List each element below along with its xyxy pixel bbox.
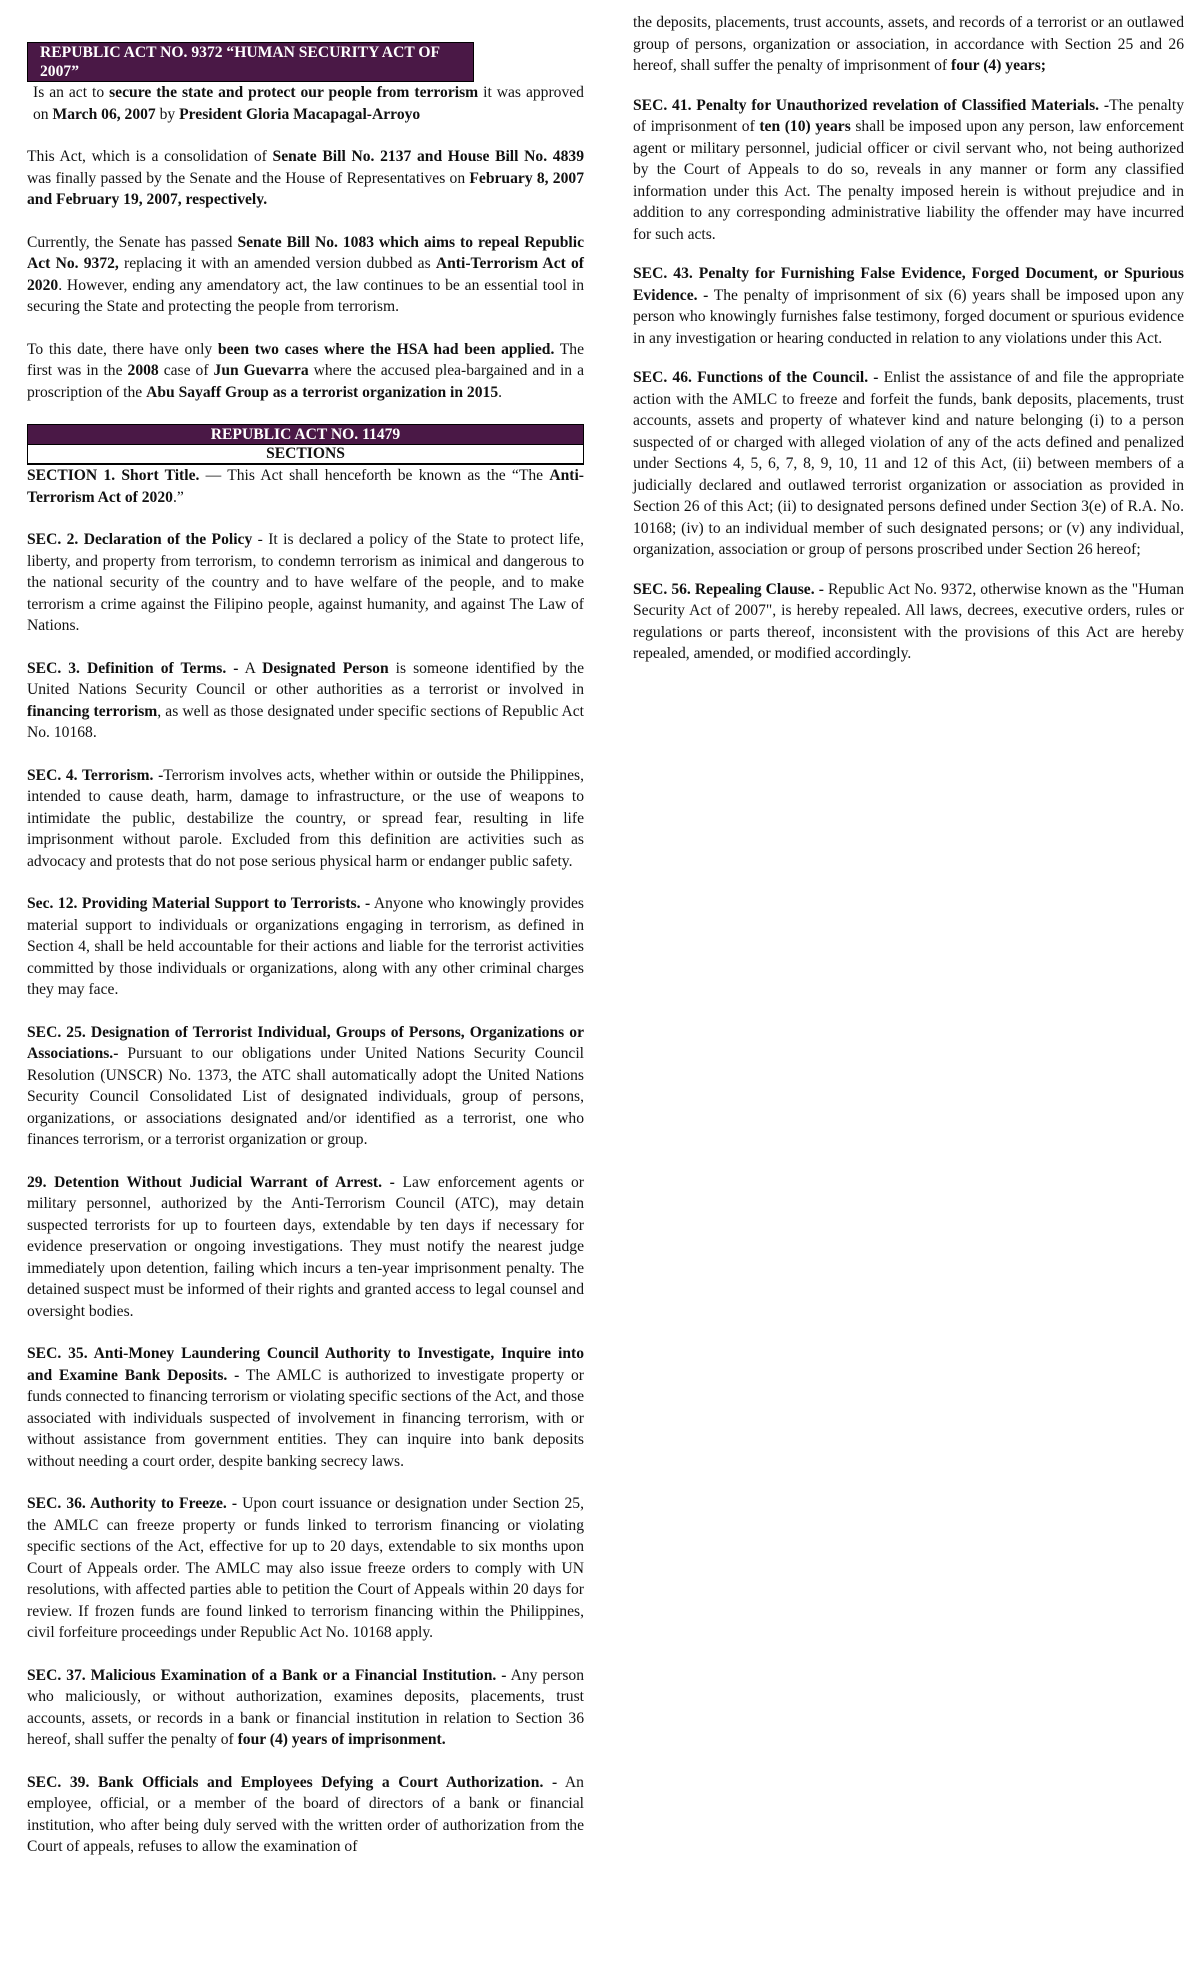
right-sections [633, 12, 1184, 665]
left-column [27, 0, 584, 1858]
bold-text-run: financing terrorism [27, 702, 158, 720]
left-sections [27, 465, 584, 1858]
bold-text-run: President Gloria Macapagal-Arroyo [179, 105, 421, 123]
section-paragraph [27, 1343, 584, 1472]
bold-text-run: SEC. 25. Designation of Terrorist Individual, Groups of Persons, Organizations or Associations.- [27, 1023, 584, 1062]
bold-text-run: SEC. 56. Repealing Clause. - [633, 580, 824, 598]
section-paragraph [27, 765, 584, 873]
bold-text-run: four (4) years; [951, 57, 1046, 74]
section-paragraph [27, 1772, 584, 1858]
text-run: replacing it with an amended version dubbed as [118, 255, 436, 272]
text-run: The AMLC is authorized to investigate property or funds connected to financing terrorism or violating specific sections of the Act, and those associated with individuals suspected of involvement in financing terrorism, with or without assistance from government entities. They can inquire into bank deposits without needing a court order, despite banking secrecy laws. [27, 1366, 584, 1470]
text-run: The penalty of imprisonment of six (6) years shall be imposed upon any person who knowingly furnishes false testimony, forged document or spurious evidence in any investigation or hearing conducted in relation to any violations under this Act. [633, 286, 1184, 347]
text-run: A [238, 659, 263, 677]
text-run: To this date, there have only [27, 340, 218, 358]
text-run: Currently, the Senate has passed [27, 233, 238, 251]
sections-label: SECTIONS [28, 445, 583, 464]
bold-text-run: Senate Bill No. 2137 and House Bill No. 4839 [272, 148, 584, 165]
text-run: the deposits, placements, trust accounts, assets, and records of a terrorist or an outlawed group of persons, organization or association, in accordance with Section 25 and 26 hereof, shall suffer the penalty of imprisonment of [633, 14, 1184, 74]
text-run: Law enforcement agents or military personnel, authorized by the Anti-Terrorism Council (ATC), may detain suspected terrorists for up to fourteen days, extendable by ten days if necessary for evidence preservation or ongoing investigations. They must notify the nearest judge immediately upon detention, failing which incurs a ten-year imprisonment penalty. The detained suspect must be informed of their rights and granted access to legal counsel and oversight bodies. [27, 1173, 584, 1320]
bold-text-run: SEC. 3. Definition of Terms. - [27, 659, 239, 677]
section-paragraph [633, 367, 1184, 561]
bold-text-run: March 06, 2007 [52, 105, 156, 123]
bold-text-run: SEC. 2. Declaration of the Policy [27, 531, 253, 548]
bold-text-run: been two cases where the HSA had been applied. [217, 340, 555, 358]
ra9372-intro [27, 82, 584, 125]
ra11479-header-box [27, 424, 584, 465]
text-run: Is an act to [33, 84, 110, 101]
text-run: Anyone who knowingly provides material support to individuals or organizations engaging in terrorism, as defined in Section 4, shall be held accountable for their actions and liable for the terrorist activities committed by those individuals or organizations, along with any other criminal charges they may face. [27, 895, 584, 998]
text-run: This Act, which is a consolidation of [27, 148, 273, 165]
bold-text-run: 29. Detention Without Judicial Warrant of Arrest. - [27, 1173, 395, 1191]
bold-text-run: four (4) years of imprisonment. [237, 1731, 446, 1748]
text-run: , as well as those designated under specific sections of Republic Act No. 10168. [27, 702, 584, 741]
bold-text-run: SEC. 37. Malicious Examination of a Bank or a Financial Institution. - [27, 1666, 507, 1684]
text-run: is someone identified by the United Nations Security Council or other authorities as a terrorist or involved in [27, 659, 585, 698]
right-column [633, 0, 1184, 665]
bold-text-run: SEC. 4. Terrorism. - [27, 766, 164, 784]
bold-text-run: February 8, 2007 and February 19, 2007, respectively. [27, 169, 584, 208]
section-paragraph [27, 658, 584, 744]
text-run: Enlist the assistance of and file the appropriate action with the AMLC to freeze and forfeit the funds, bank deposits, placements, trust accounts, assets and property of whatever kind and nature belonging (i) to a person suspected of or charged with alleged violation of any of the acts defined and penalized under Sections 4, 5, 6, 7, 8, 9, 10, 11 and 12 of this Act, (ii) between members of a judicially declared and outlawed terrorist organization or association as provided in Section 26 of this Act; (ii) to designated persons defined under Section 3(e) of R.A. No. 10168; (iv) to an individual member of such designated persons; or (v) any individual, organization, association or group of persons proscribed under Section 26 hereof; [633, 369, 1184, 558]
ra9372-header: REPUBLIC ACT NO. 9372 “HUMAN SECURITY ACT OF 2007” [27, 42, 474, 82]
text-run: An employee, official, or a member of the board of directors of a bank or financial institution, who after being duly served with the written order of authorization from the Court of appeals, refuses to allow the examination of [27, 1773, 584, 1855]
ra11479-header: REPUBLIC ACT NO. 11479 [28, 425, 583, 445]
bold-text-run: 2008 [127, 362, 159, 379]
text-run: shall be imposed upon any person, law enforcement agent or military personnel, judicial officer or civil servant who, not being authorized by the Court of Appeals to do so, reveals in any manner or form any classified information under this Act. The penalty imposed herein is without prejudice and in addition to any corresponding administrative liability the offender may have incurred for such acts. [633, 118, 1184, 243]
text-run: - It is declared a policy of the State to protect life, liberty, and property from terrorism, to condemn terrorism as inimical and dangerous to the national security of the country and to have welfare of the people, and to make terrorism a crime against the Filipino people, against humanity, and against The Law of Nations. [27, 531, 584, 634]
text-run: Pursuant to our obligations under United Nations Security Council Resolution (UNSCR) No. 1373, the ATC shall automatically adopt the United Nations Security Council Consolidated List of designated individuals, group of persons, organizations, or associations designated and/or identified as a terrorist, one who finances terrorism, or a terrorist organization or group. [27, 1045, 584, 1148]
bold-text-run: SEC. 35. Anti-Money Laundering Council Authority to Investigate, Inquire into and Examine Bank Deposits. - [27, 1345, 584, 1384]
text-run: Republic Act No. 9372, otherwise known as the "Human Security Act of 2007", is hereby repealed. All laws, decrees, executive orders, rules or regulations or parts thereof, inconsistent with the provisions of this Act are hereby repealed, amended, or modified accordingly. [633, 580, 1185, 662]
bold-text-run: Anti-Terrorism Act of 2020 [27, 467, 584, 506]
bold-text-run: Designated Person [262, 659, 389, 677]
text-run: case of [158, 362, 214, 379]
text-run: it was approved on [33, 84, 584, 123]
section-paragraph [27, 529, 584, 637]
section-paragraph [633, 95, 1184, 246]
section-paragraph [633, 12, 1184, 77]
bold-text-run: ten (10) years [759, 118, 851, 135]
section-paragraph [633, 579, 1184, 665]
text-run: where the accused plea-bargained and in a proscription of the [27, 362, 584, 401]
section-paragraph [27, 893, 584, 1001]
text-run: . However, ending any amendatory act, the law continues to be an essential tool in securing the State and protecting the people from terrorism. [27, 276, 584, 315]
bold-text-run: SEC. 43. Penalty for Furnishing False Evidence, Forged Document, or Spurious Evidence. - [633, 265, 1184, 304]
section-paragraph [27, 1665, 584, 1751]
ra9372-paragraph-2 [27, 232, 584, 318]
text-run: .” [172, 488, 184, 506]
bold-text-run: SEC. 46. Functions of the Council. - [633, 369, 879, 386]
section-paragraph [633, 263, 1184, 349]
section-paragraph [27, 1493, 584, 1644]
bold-text-run: Abu Sayaff Group as a terrorist organization in 2015 [146, 383, 499, 401]
section-paragraph [27, 465, 584, 508]
section-paragraph [27, 1172, 584, 1323]
bold-text-run: SECTION 1. Short Title. [27, 467, 200, 484]
bold-text-run: secure the state and protect our people from terrorism [109, 84, 479, 101]
text-run: — This Act shall henceforth be known as the “The [199, 467, 550, 484]
bold-text-run: SEC. 41. Penalty for Unauthorized revelation of Classified Materials. - [633, 96, 1110, 114]
bold-text-run: Anti-Terrorism Act of 2020 [27, 255, 584, 294]
text-run: The first was in the [27, 340, 584, 379]
text-run: Terrorism involves acts, whether within or outside the Philippines, intended to cause death, harm, damage to infrastructure, or the use of weapons to intimidate the public, destabilize the country, or spread fear, resulting in life imprisonment without parole. Excluded from this definition are activities such as advocacy and protests that do not pose serious physical harm or endanger public safety. [27, 766, 584, 870]
bold-text-run: SEC. 39. Bank Officials and Employees Defying a Court Authorization. - [27, 1773, 558, 1791]
text-run: by [155, 105, 180, 123]
section-paragraph [27, 1022, 584, 1151]
bold-text-run: SEC. 36. Authority to Freeze. - [27, 1495, 238, 1512]
bold-text-run: Jun Guevarra [213, 362, 309, 379]
ra9372-paragraph-3 [27, 339, 584, 404]
text-run: Upon court issuance or designation under Section 25, the AMLC can freeze property or funds linked to terrorism financing or violating specific sections of the Act, effective for up to 20 days, extendable to six months upon Court of Appeals order. The AMLC may also issue freeze orders to comply with UN resolutions, with affected parties able to petition the Court of Appeals within 20 days for review. If frozen funds are found linked to terrorism financing within the Philippines, civil forfeiture proceedings under Republic Act No. 10168 apply. [27, 1495, 584, 1641]
ra9372-paragraph-1 [27, 146, 584, 211]
text-run: The penalty of imprisonment of [633, 96, 1184, 135]
text-run: . [498, 383, 503, 401]
text-run: Any person who maliciously, or without authorization, examines deposits, placements, trust accounts, assets, or records in a bank or financial institution in relation to Section 36 hereof, shall suffer the penalty of [27, 1666, 584, 1748]
bold-text-run: Sec. 12. Providing Material Support to Terrorists. - [27, 895, 371, 912]
text-run: was finally passed by the Senate and the House of Representatives on [27, 169, 470, 187]
bold-text-run: Senate Bill No. 1083 which aims to repeal Republic Act No. 9372, [27, 233, 584, 272]
